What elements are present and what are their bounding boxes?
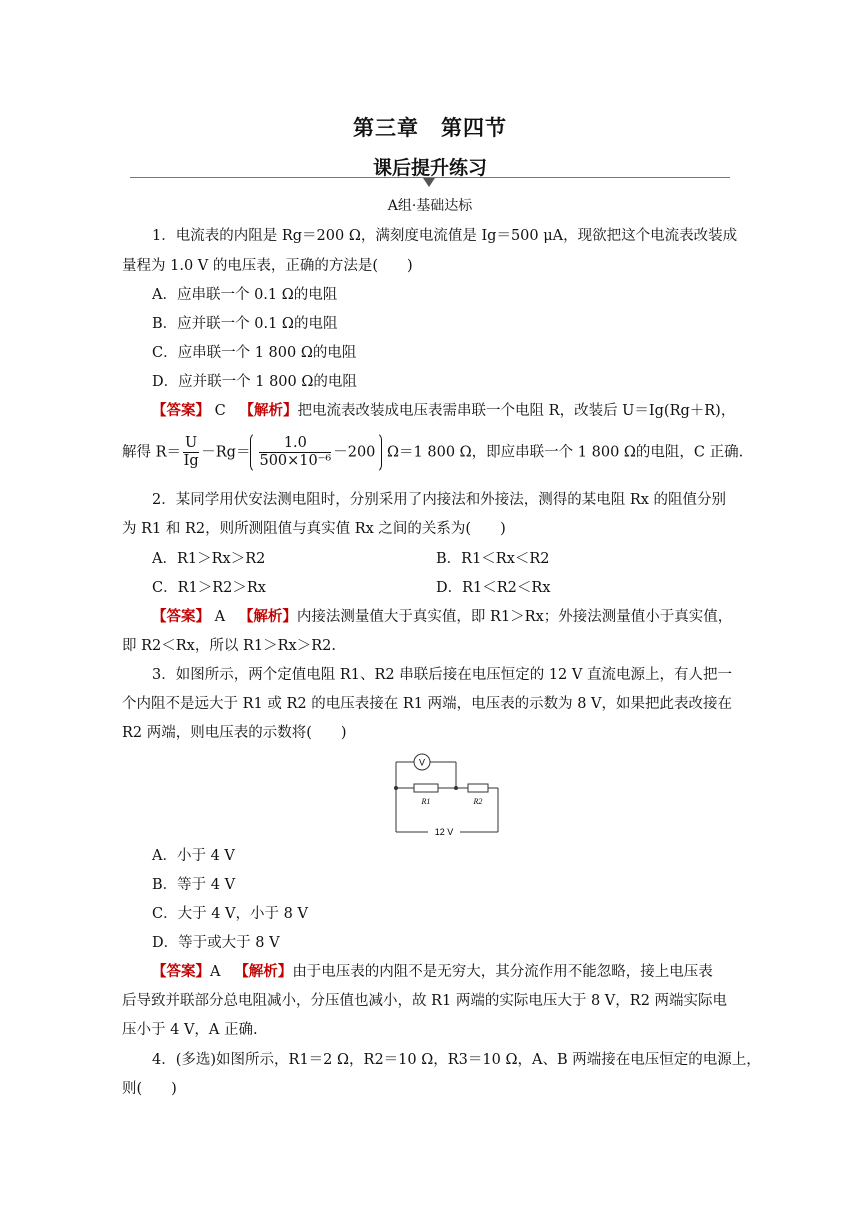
q1-option-c: C．应串联一个 1 800 Ω的电阻 xyxy=(152,345,357,361)
frac-denominator: Ig xyxy=(183,453,199,469)
analysis-text: 内接法测量值大于真实值，即 R1＞Rx；外接法测量值小于真实值， xyxy=(296,609,733,625)
r2-label: R2 xyxy=(473,797,483,806)
page-subtitle: 课后提升练习 xyxy=(372,157,487,179)
inner-denominator: 500×10⁻⁶ xyxy=(259,453,332,469)
q3-answer-line xyxy=(152,962,713,982)
answer-tag: 【答案】 xyxy=(152,609,210,625)
answer-value: C xyxy=(214,403,226,419)
answer-tag: 【答案】 xyxy=(152,403,210,419)
q1-stem-line2: 量程为 1.0 V 的电压表，正确的方法是( ) xyxy=(122,258,413,274)
resistor-r1-icon xyxy=(414,784,438,792)
formula-minus-rg: －Rg＝ xyxy=(201,444,251,461)
q2-stem-line1: 2．某同学用伏安法测电阻时，分别采用了内接法和外接法，测得的某电阻 Rx 的阻值分别 xyxy=(152,492,727,508)
analysis-tag: 【解析】 xyxy=(239,403,298,419)
formula-prefix: 解得 R＝ xyxy=(122,444,182,461)
q3-analysis-line3: 压小于 4 V，A 正确. xyxy=(122,1022,258,1038)
q4-stem-line1: 4．(多选)如图所示，R1＝2 Ω，R2＝10 Ω，R3＝10 Ω，A、B 两端接在电压恒定的电源上， xyxy=(152,1052,761,1068)
q4-stem-line2: 则( ) xyxy=(122,1081,177,1097)
analysis-text: 由于电压表的内阻不是无穷大，其分流作用不能忽略，接上电压表 xyxy=(292,964,713,980)
q3-option-d: D．等于或大于 8 V xyxy=(152,935,280,951)
q3-option-a: A．小于 4 V xyxy=(152,848,235,864)
q3-option-b: B．等于 4 V xyxy=(152,877,236,893)
q3-stem-line3: R2 两端，则电压表的示数将( ) xyxy=(122,725,347,741)
q2-option-d: D．R1＜R2＜Rx xyxy=(436,580,551,596)
formula-suffix: Ω＝1 800 Ω，即应串联一个 1 800 Ω的电阻，C 正确. xyxy=(387,444,744,461)
voltmeter-label: V xyxy=(418,757,426,768)
group-heading: A组·基础达标 xyxy=(387,198,473,214)
resistor-r2-icon xyxy=(468,784,488,792)
q2-stem-line2: 为 R1 和 R2，则所测阻值与真实值 Rx 之间的关系为( ) xyxy=(122,521,506,537)
q1-analysis-formula xyxy=(122,432,743,473)
q1-option-a: A．应串联一个 0.1 Ω的电阻 xyxy=(152,287,338,303)
answer-value: A xyxy=(210,964,221,980)
q3-stem-line1: 3．如图所示，两个定值电阻 R1、R2 串联后接在电压恒定的 12 V 直流电源上，有人把一 xyxy=(152,667,732,683)
r1-label: R1 xyxy=(421,797,431,806)
fraction-inner xyxy=(259,435,331,470)
q1-answer-line xyxy=(152,401,735,421)
circuit-diagram xyxy=(388,752,504,840)
q2-option-b: B．R1＜Rx＜R2 xyxy=(436,551,550,567)
answer-tag: 【答案】 xyxy=(152,964,210,980)
frac-numerator: U xyxy=(185,435,198,451)
divider-arrow-icon xyxy=(423,178,435,187)
q1-stem-line1: 1．电流表的内阻是 Rg＝200 Ω，满刻度电流值是 Ig＝500 μA，现欲把这个电流表改装成 xyxy=(152,228,738,244)
q2-option-a: A．R1＞Rx＞R2 xyxy=(152,551,266,567)
q1-option-d: D．应并联一个 1 800 Ω的电阻 xyxy=(152,374,357,390)
q1-option-b: B．应并联一个 0.1 Ω的电阻 xyxy=(152,316,338,332)
inner-numerator: 1.0 xyxy=(259,435,331,453)
analysis-tag: 【解析】 xyxy=(238,609,297,625)
q2-analysis-line2: 即 R2＜Rx，所以 R1＞Rx＞R2. xyxy=(122,638,336,654)
analysis-text: 把电流表改装成电压表需串联一个电阻 R，改装后 U＝Ig(Rg＋R)， xyxy=(297,403,736,419)
q2-answer-line xyxy=(152,607,732,627)
junction-dot-mid xyxy=(454,786,458,790)
page-title: 第三章 第四节 xyxy=(353,116,507,140)
fraction-u-over-ig xyxy=(183,435,199,470)
voltage-label: 12 V xyxy=(434,827,454,837)
answer-value: A xyxy=(214,609,226,625)
junction-dot-left xyxy=(394,786,398,790)
q3-option-c: C．大于 4 V，小于 8 V xyxy=(152,906,308,922)
paren-expression xyxy=(250,432,382,473)
inner-minus: －200 xyxy=(333,444,376,461)
analysis-tag: 【解析】 xyxy=(234,964,293,980)
q2-option-c: C．R1＞R2＞Rx xyxy=(152,580,266,596)
q3-stem-line2: 个内阻不是远大于 R1 或 R2 的电压表接在 R1 两端，电压表的示数为 8 V，如果把此表改接在 xyxy=(122,696,732,712)
q3-analysis-line2: 后导致并联部分总电阻减小，分压值也减小，故 R1 两端的实际电压大于 8 V，R2 两端实际电 xyxy=(122,993,728,1009)
